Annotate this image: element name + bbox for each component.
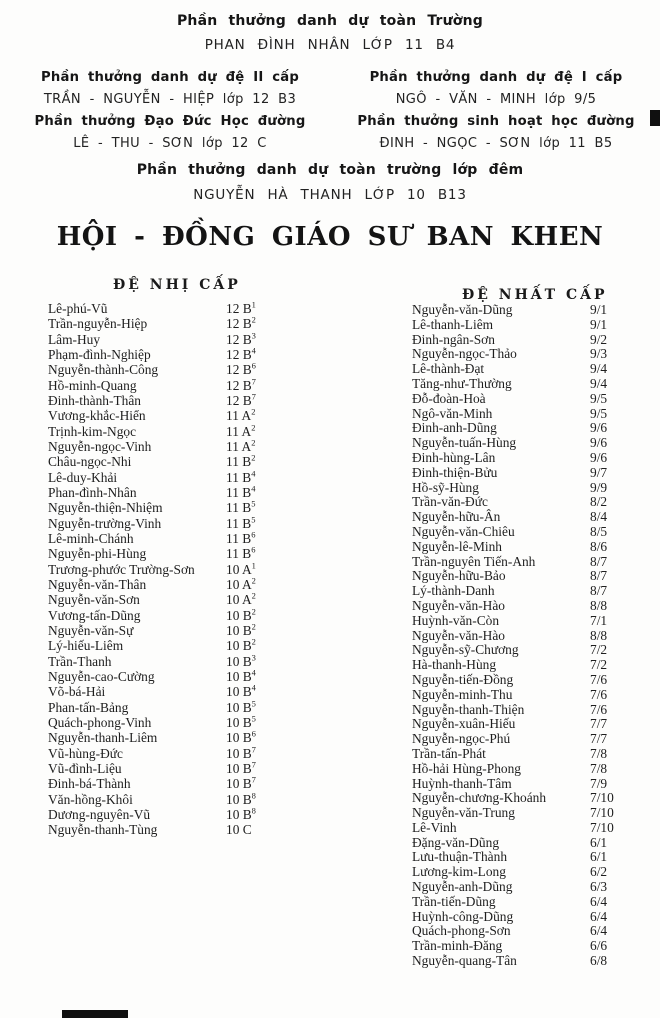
class-label: 6/6 [590,938,608,954]
student-name: Lê-duy-Khải [48,469,118,485]
list-item [48,301,320,316]
student-name: Lê-thành-Đạt [412,361,485,377]
list-item [412,894,636,909]
award-label-de-i-cap: Phần thưởng danh dự đệ I cấp [369,70,623,85]
list-item [48,684,320,699]
class-label: 7/2 [590,657,608,673]
student-name: Võ-bá-Hải [48,684,106,700]
list-item [412,450,636,465]
list-item [412,598,636,613]
student-name: Đinh-thành-Thân [48,392,141,408]
de-nhat-cap-list [412,302,636,968]
student-name: Nguyễn-văn-Chiêu [412,523,515,539]
student-name: Huỳnh-thanh-Tâm [412,775,512,791]
student-name: Hồ-sỹ-Hùng [412,479,479,495]
list-item [412,923,636,938]
student-name: Nguyễn-văn-Sự [48,622,134,638]
list-item [48,531,320,546]
list-item [412,731,636,746]
student-name: Ngô-văn-Minh [412,405,493,421]
list-item [412,406,636,421]
class-label: 7/10 [590,790,614,806]
class-label: 8/4 [590,509,608,525]
class-label: 8/7 [590,568,608,584]
class-label: 6/4 [590,923,608,939]
student-name: Nguyễn-phi-Hùng [48,546,147,562]
list-item [48,654,320,669]
class-label: 10 $B^8$ [226,805,256,822]
award-label-sinh-hoat: Phần thưởng sinh hoạt học đường [357,114,635,129]
student-name: Nguyễn-anh-Dũng [412,879,513,895]
list-item [48,608,320,623]
list-item [412,879,636,894]
student-name: Nguyễn-văn-Hào [412,627,505,643]
list-item [412,820,636,835]
award-label-dao-duc: Phần thưởng Đạo Đức Học đường [34,114,306,129]
class-label: 12 $B^6$ [226,360,256,378]
student-name: Huỳnh-văn-Còn [412,612,500,628]
class-label: 11 $B^2$ [226,452,256,470]
student-name: Nguyễn-văn-Trung [412,805,515,821]
de-nhi-cap-list [48,301,320,837]
class-label: 12 $B^7$ [226,376,256,393]
class-label: 6/1 [590,834,608,850]
class-label: 11 $B^4$ [226,483,256,500]
main-heading: HỘI - ĐỒNG GIÁO SƯ BAN KHEN [56,222,604,252]
list-item [412,539,636,554]
student-name: Quách-phong-Sơn [412,923,511,939]
list-item [48,669,320,684]
student-name: Trần-Thanh [48,653,112,669]
student-name: Nguyễn-thanh-Thiện [412,701,525,717]
student-name: Nguyễn-minh-Thu [412,686,513,702]
class-label: 7/8 [590,760,608,776]
list-item [48,822,320,837]
student-name: Lý-hiếu-Liêm [48,638,124,654]
class-label: 9/6 [590,435,608,451]
class-label: 8/6 [590,538,608,554]
class-label: 7/2 [590,642,608,658]
student-name: Trần-tấn-Phát [412,745,486,761]
student-name: Lê-minh-Chánh [48,530,134,546]
left-column-header: ĐỆ NHỊ CẤP [113,277,241,293]
class-label: 7/10 [590,819,614,835]
list-item [48,592,320,607]
student-name: Nguyễn-văn-Thân [48,576,147,592]
class-label: 8/7 [590,553,608,569]
student-name: Nguyễn-lê-Minh [412,538,502,554]
student-name: Nguyễn-trường-Vinh [48,515,162,531]
student-name: Lê-thanh-Liêm [412,316,494,332]
class-label: 8/5 [590,523,608,539]
class-label: 8/2 [590,494,608,510]
right-column-header: ĐỆ NHẤT CẤP [462,287,608,303]
class-label: 7/1 [590,612,608,628]
list-item [412,776,636,791]
list-item [412,716,636,731]
class-label: 7/6 [590,701,608,717]
list-item [412,790,636,805]
class-label: 9/2 [590,331,608,347]
student-name: Nguyễn-thanh-Tùng [48,822,158,838]
list-item [48,807,320,822]
class-label: 12 $B^4$ [226,345,256,362]
class-label: 6/1 [590,849,608,865]
class-label: 10 $B^2$ [226,606,256,623]
list-item [48,470,320,485]
student-name: Nguyễn-văn-Sơn [48,592,140,608]
list-item [412,346,636,361]
student-name: Đinh-anh-Dũng [412,420,497,436]
student-name: Lê-Vinh [412,819,457,835]
award-recipient-sinh-hoat: ĐINH - NGỌC - SƠN lớp 11 B5 [379,136,613,151]
list-item [412,628,636,643]
student-name: Nguyễn-ngọc-Thảo [412,346,517,362]
class-label: 8/7 [590,583,608,599]
class-label: 8/8 [590,627,608,643]
list-item [412,687,636,702]
class-label: 8/8 [590,597,608,613]
list-item [412,524,636,539]
class-label: 10 $B^2$ [226,621,256,638]
class-label: 7/9 [590,775,608,791]
student-name: Nguyễn-thành-Công [48,362,159,378]
list-item [412,361,636,376]
class-label: 9/9 [590,479,608,495]
list-item [412,302,636,317]
list-item [48,485,320,500]
student-name: Nguyễn-tuấn-Hùng [412,435,517,451]
student-name: Nguyễn-ngọc-Phú [412,731,511,747]
list-item [48,378,320,393]
list-item [412,953,636,968]
list-item [412,938,636,953]
class-label: 9/1 [590,302,608,317]
student-name: Châu-ngọc-Nhi [48,454,132,470]
student-name: Đặng-văn-Dũng [412,834,500,850]
class-label: 10 $A^2$ [226,575,256,592]
class-label: 9/5 [590,390,608,406]
student-name: Đinh-bá-Thành [48,776,131,792]
class-label: 9/4 [590,375,608,391]
list-item [48,408,320,423]
list-item [412,420,636,435]
list-item [412,657,636,672]
student-name: Huỳnh-công-Dũng [412,908,514,924]
class-label: 10 $B^7$ [226,744,256,761]
list-item [412,642,636,657]
list-item [48,776,320,791]
student-name: Nguyễn-thiện-Nhiệm [48,500,163,516]
award-label-de-ii-cap: Phần thưởng danh dự đệ II cấp [41,70,299,85]
student-name: Đinh-thiện-Bửu [412,464,498,480]
class-label: 10 $B^7$ [226,774,256,792]
class-label: 11 $B^6$ [226,529,256,546]
class-label: 10 $B^6$ [226,728,256,746]
class-label: 6/4 [590,908,608,924]
list-item [48,347,320,362]
list-item [48,316,320,331]
class-label: 7/7 [590,716,608,732]
list-item [412,465,636,480]
student-name: Trương-phước Trường-Sơn [48,561,195,577]
night-award-label: Phần thưởng danh dự toàn trường lớp đêm [136,162,524,178]
class-label: 6/3 [590,879,608,895]
student-name: Nguyễn-hữu-Bảo [412,568,506,584]
class-label: 10 $A^1$ [226,560,256,577]
class-label: 10 $B^2$ [226,636,256,654]
student-name: Vương-khắc-Hiển [48,408,146,424]
list-item [412,568,636,583]
class-label: 10 $A^2$ [226,590,256,608]
student-name: Phan-đình-Nhân [48,484,137,500]
list-item [412,864,636,879]
class-label: 9/6 [590,420,608,436]
student-name: Trần-minh-Đăng [412,938,503,954]
list-item [48,577,320,592]
list-item [412,849,636,864]
list-item [48,715,320,730]
student-name: Nguyễn-chương-Khoánh [412,790,547,806]
class-label: 10 $B^5$ [226,713,256,730]
class-label: 11 $B^5$ [226,514,256,531]
student-name: Phan-tấn-Bảng [48,699,129,715]
scan-artifact-bottom [62,1010,128,1018]
student-name: Đinh-hùng-Lân [412,449,496,465]
list-item [48,730,320,745]
student-name: Vũ-hùng-Đức [48,745,123,761]
class-label: 7/6 [590,686,608,702]
list-item [412,554,636,569]
list-item [48,362,320,377]
list-item [48,623,320,638]
class-label: 6/2 [590,864,608,880]
student-name: Trần-nguyên Tiến-Anh [412,553,536,569]
list-item [412,672,636,687]
class-label: 11 $A^2$ [226,406,256,424]
student-name: Trần-văn-Đức [412,494,488,510]
student-name: Hồ-minh-Quang [48,377,137,393]
student-name: Hà-thanh-Hùng [412,657,497,673]
student-name: Nguyễn-sỹ-Chương [412,642,519,658]
list-item [412,391,636,406]
list-item [412,613,636,628]
award-recipient-de-ii-cap: TRẦN - NGUYỄN - HIỆP lớp 12 B3 [43,92,297,107]
student-name: Vũ-đình-Liệu [48,760,122,776]
class-label: 10 $B^7$ [226,759,256,776]
list-item [48,792,320,807]
list-item [412,702,636,717]
student-name: Nguyễn-xuân-Hiếu [412,716,516,732]
class-label: 10 $B^4$ [226,682,256,700]
class-label: 11 $B^4$ [226,468,256,485]
list-item [412,909,636,924]
student-name: Hồ-hải Hùng-Phong [412,760,521,776]
award-recipient-dao-duc: LÊ - THU - SƠN lớp 12 C [73,136,267,151]
list-item [412,332,636,347]
list-item [412,761,636,776]
class-label: 10 $B^4$ [226,667,256,684]
student-name: Quách-phong-Vinh [48,714,152,730]
award-recipient-de-i-cap: NGÔ - VĂN - MINH lớp 9/5 [395,92,597,107]
top-award-label: Phần thưởng danh dự toàn Trường [176,13,484,29]
class-label: 9/6 [590,449,608,465]
list-item [48,393,320,408]
class-label: 10 $B^5$ [226,698,256,715]
student-name: Trịnh-kim-Ngọc [48,423,137,439]
student-name: Vương-tấn-Dũng [48,607,141,623]
class-label: 7/6 [590,671,608,687]
list-item [48,700,320,715]
class-label: 12 $B^3$ [226,330,256,347]
student-name: Văn-hồng-Khôi [48,791,133,807]
class-label: 6/4 [590,893,608,909]
student-name: Dương-nguyên-Vũ [48,806,151,822]
list-item [48,638,320,653]
top-award-recipient: PHAN ĐÌNH NHÂN LỚP 11 B4 [204,37,456,53]
list-item [412,480,636,495]
list-item [412,435,636,450]
student-name: Phạm-đình-Nghiệp [48,346,151,362]
student-name: Tăng-như-Thường [412,375,512,391]
list-item [412,317,636,332]
class-label: 9/3 [590,346,608,362]
list-item [48,761,320,776]
scan-artifact-right-edge [650,110,660,126]
list-item [412,376,636,391]
student-name: Trần-nguyễn-Hiệp [48,316,148,332]
student-name: Nguyễn-văn-Hào [412,597,505,613]
class-label: 11 $A^2$ [226,437,256,454]
list-item [412,746,636,761]
list-item [412,583,636,598]
list-item [48,424,320,439]
list-item [412,509,636,524]
student-name: Nguyễn-ngọc-Vinh [48,438,152,454]
student-name: Lương-kim-Long [412,864,506,880]
class-label: 6/8 [590,953,608,969]
student-name: Nguyễn-tiến-Đồng [412,671,514,687]
student-name: Trần-tiến-Dũng [412,893,496,909]
list-item [412,494,636,509]
class-label: 12 $B^1$ [226,299,256,316]
class-label: 7/8 [590,745,608,761]
class-label: 12 $B^7$ [226,391,256,408]
list-item [48,546,320,561]
class-label: 9/4 [590,361,608,377]
class-label: 7/10 [590,805,614,821]
list-item [48,454,320,469]
student-name: Lưu-thuận-Thành [412,849,508,865]
student-name: Nguyễn-văn-Dũng [412,302,513,317]
student-name: Lý-thành-Danh [412,583,495,599]
list-item [48,516,320,531]
class-label: 12 $B^2$ [226,314,256,332]
list-item [48,746,320,761]
student-name: Nguyễn-cao-Cường [48,668,155,684]
class-label: 10 $B^8$ [226,790,256,807]
student-name: Nguyễn-thanh-Liêm [48,730,158,746]
list-item [48,332,320,347]
student-name: Nguyễn-quang-Tân [412,953,517,969]
student-name: Nguyễn-hữu-Ân [412,509,501,525]
list-item [48,500,320,515]
class-label: 9/5 [590,405,608,421]
class-label: 7/7 [590,731,608,747]
class-label: 10 $B^3$ [226,652,256,669]
list-item [48,562,320,577]
student-name: Đinh-ngân-Sơn [412,331,495,347]
class-label: 10 C [226,822,252,838]
list-item [48,439,320,454]
night-award-recipient: NGUYỄN HÀ THANH LỚP 10 B13 [193,187,467,203]
student-name: Lê-phú-Vũ [48,301,108,316]
class-label: 11 $B^5$ [226,498,256,516]
student-name: Lâm-Huy [48,331,101,347]
student-name: Đỗ-đoàn-Hoà [412,390,486,406]
class-label: 11 $A^2$ [226,422,256,439]
list-item [412,805,636,820]
class-label: 9/1 [590,316,608,332]
class-label: 11 $B^6$ [226,544,256,562]
class-label: 9/7 [590,464,608,480]
list-item [412,835,636,850]
